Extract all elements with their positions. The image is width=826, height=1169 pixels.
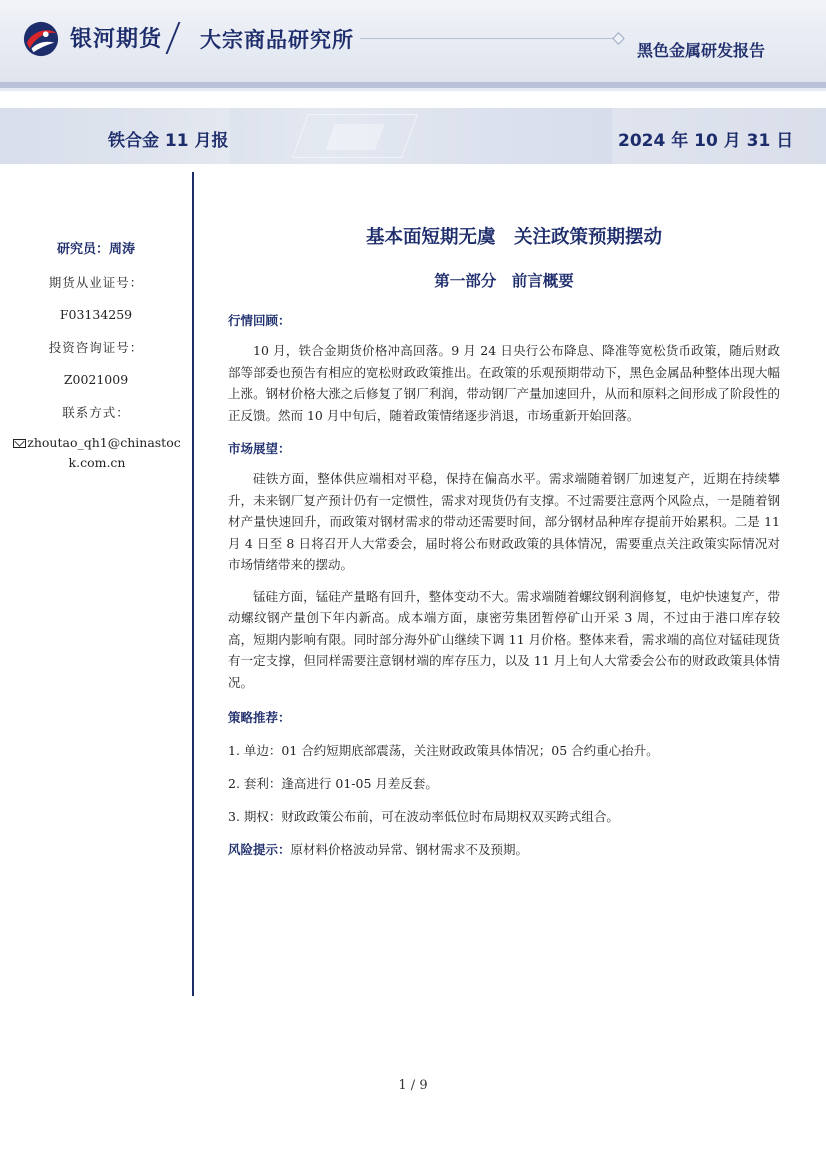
galaxy-logo-icon [22, 20, 60, 58]
email-address[interactable]: zhoutao_qh1@chinastock.com.cn [27, 435, 181, 470]
outlook-silicomanganese-paragraph: 锰硅方面，锰硅产量略有回升，整体变动不大。需求端随着螺纹钢利润修复，电炉快速复产，带动螺纹钢产量创下年内新高。成本端方面，康密劳集团暂停矿山开采 3 周，不过由于港口库存较高，短期内影响有限。同时部分海外矿山继续下调 11 月价格。整体来看，需求端的高位对锰硅现货有一定支撑，但同样需要注意钢材端的库存压力，以及 11 月上旬人大常委会公布的财政政策具体情况。 [228, 588, 780, 690]
mail-icon [13, 439, 26, 448]
strategy-item: 3. 期权：财政政策公布前，可在波动率低位时布局期权双买跨式组合。 [228, 809, 619, 824]
risk-note [228, 839, 780, 861]
strategy-item: 2. 套利：逢高进行 01-05 月差反套。 [228, 776, 438, 791]
risk-label: 风险提示： [228, 842, 291, 857]
author-sidebar [0, 238, 192, 473]
review-heading: 行情回顾： [228, 313, 291, 328]
risk-text: 原材料价格波动异常、钢材需求不及预期。 [290, 842, 529, 857]
part-heading: 第一部分 前言概要 [434, 272, 574, 290]
outlook-heading: 市场展望： [228, 441, 291, 456]
header-decor-diamond [612, 32, 625, 45]
header-stripe-light [0, 88, 826, 91]
report-date: 2024 年 10 月 31 日 [618, 131, 794, 151]
review-paragraph: 10 月，铁合金期货价格冲高回落。9 月 24 日央行公布降息、降准等宽松货币政策，随后财政部等部委也预告有相应的宽松财政政策推出。在政策的乐观预期带动下，黑色金属品种整体出现大幅上涨。钢材价格大涨之后修复了钢厂利润，带动钢厂产量加速回升，从而和原料之间形成了阶段性的正反馈。然而 10 月中旬后，随着政策情绪逐步消退，市场重新开始回落。 [228, 343, 780, 423]
page-number: 1 / 9 [398, 1078, 428, 1093]
report-title: 基本面短期无虞 关注政策预期摆动 [365, 227, 662, 248]
strategy-heading: 策略推荐： [228, 710, 291, 725]
futures-license-label: 期货从业证号： [48, 274, 144, 290]
sidebar-divider [192, 172, 194, 996]
institute-name: 大宗商品研究所 [200, 28, 354, 52]
author-name: 研究员：周涛 [56, 242, 135, 257]
logo-divider [166, 22, 181, 54]
company-name: 银河期货 [70, 27, 163, 52]
contact-email[interactable] [0, 433, 192, 473]
strategy-item: 1. 单边：01 合约短期底部震荡，关注财政政策具体情况；05 合约重心抬升。 [228, 743, 659, 758]
report-header [0, 0, 826, 82]
report-type: 黑色金属研发报告 [637, 41, 766, 60]
futures-license-number: F03134259 [59, 307, 133, 322]
consult-license-number: Z0021009 [63, 372, 129, 387]
report-body [228, 218, 780, 861]
outlook-ferrosilicon-paragraph: 硅铁方面，整体供应端相对平稳，保持在偏高水平。需求端随着钢厂加速复产，近期在持续攀升，未来钢厂复产预计仍有一定惯性，需求对现货仍有支撑。不过需要注意两个风险点，一是随着钢材产量快速回升，而政策对钢材需求的带动还需要时间，部分钢材品种库存提前开始累积。二是 11 月 4 日至 8 日将召开人大常委会，届时将公布财政政策的具体情况，需要重点关注政策实际情况对市场情绪带来的摆动。 [228, 471, 780, 572]
header-decor-line [360, 38, 618, 39]
report-name: 铁合金 11 月报 [108, 131, 229, 151]
consult-license-label: 投资咨询证号： [48, 339, 144, 355]
contact-label: 联系方式： [62, 404, 130, 420]
